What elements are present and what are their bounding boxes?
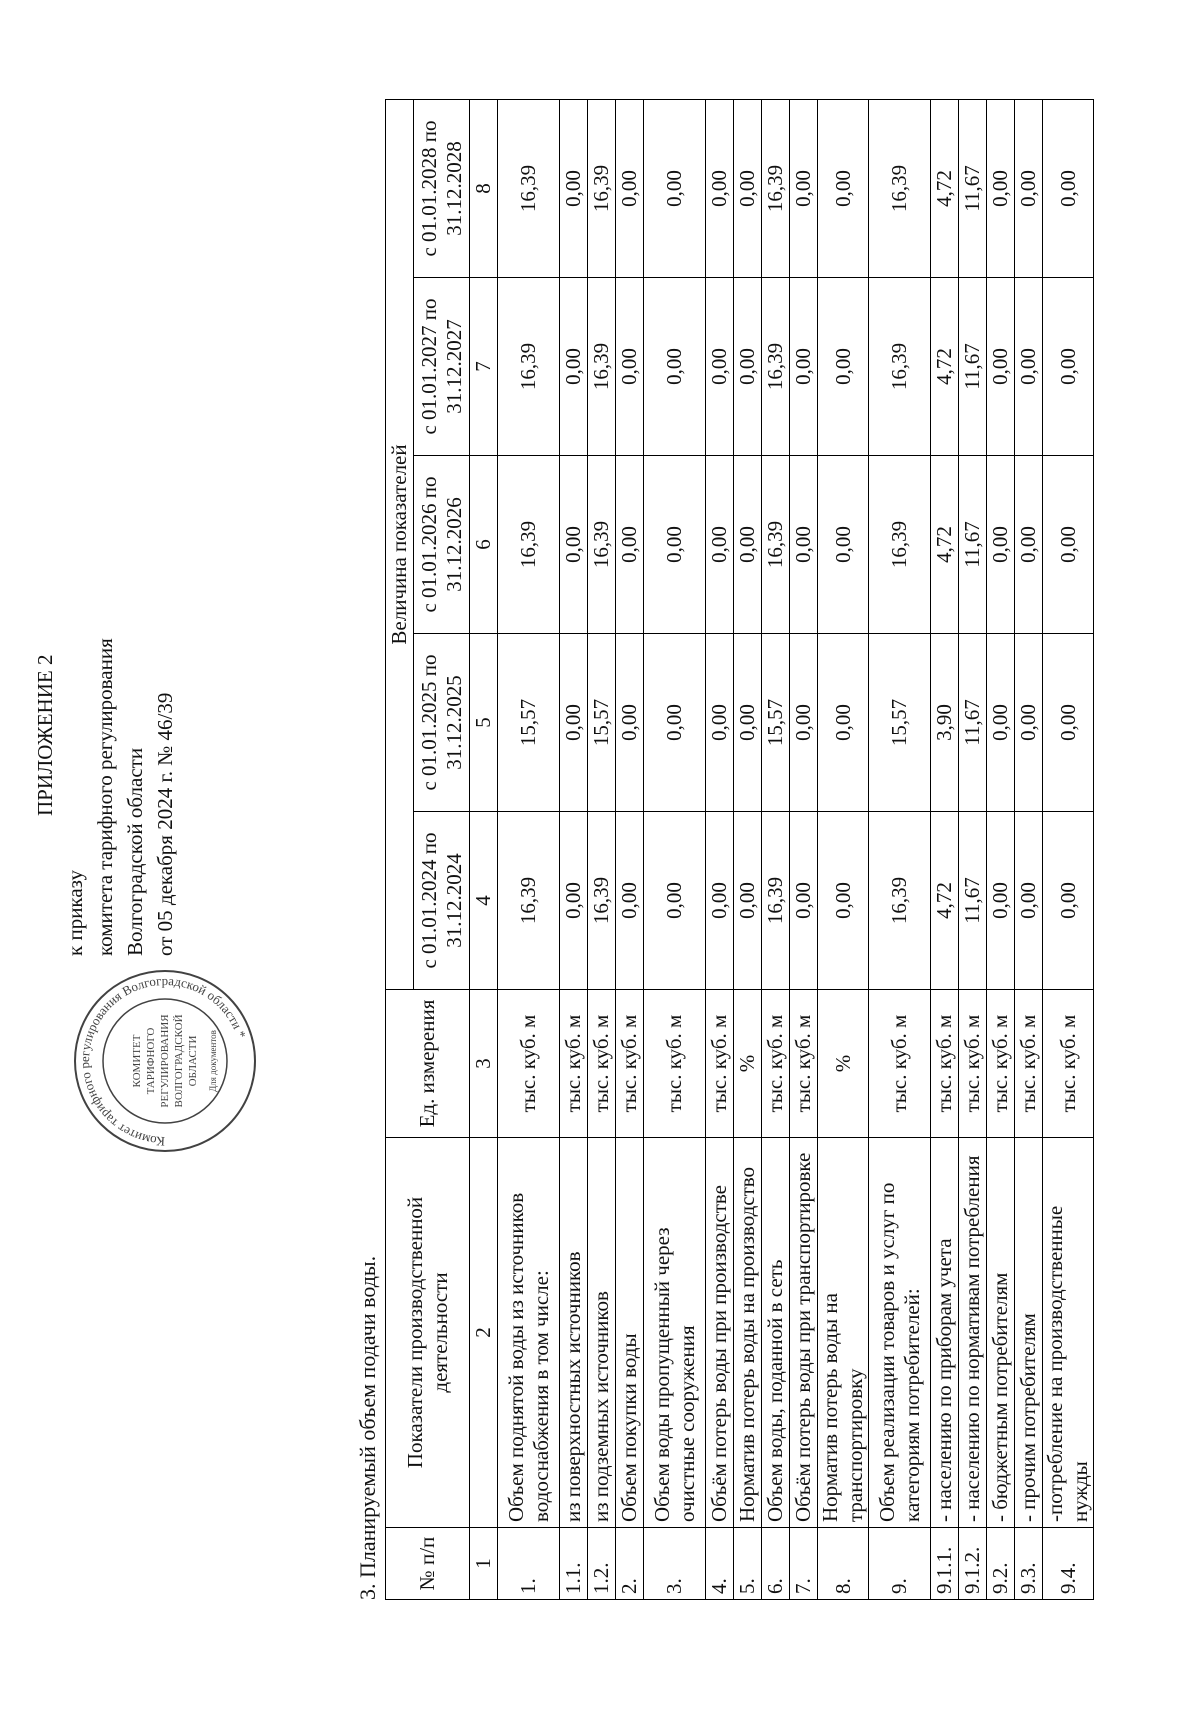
row-indicator: - бюджетным потребителям [987,1138,1015,1528]
row-value-2: 0,00 [734,634,762,812]
table-row [790,99,818,1599]
row-value-3: 0,00 [790,456,818,634]
row-value-4: 4,72 [931,278,959,456]
row-indicator: Объем воды пропущенный через очистные сооружения [644,1138,706,1528]
header-values-group: Величина показателей [386,99,414,989]
table-row [818,99,869,1599]
row-value-1: 0,00 [987,812,1015,990]
row-value-3: 16,39 [762,456,790,634]
row-indicator: из подземных источников [588,1138,616,1528]
row-value-5: 0,00 [1015,99,1043,277]
row-number: 2. [616,1528,644,1600]
column-number-3: 3 [470,990,498,1138]
row-value-2: 3,90 [931,634,959,812]
table-row [1015,99,1043,1599]
row-value-2: 0,00 [706,634,734,812]
official-stamp [70,966,260,1156]
row-value-1: 0,00 [706,812,734,990]
row-value-1: 4,72 [931,812,959,990]
row-value-1: 0,00 [1043,812,1094,990]
column-number-2: 2 [470,1138,498,1528]
row-value-3: 0,00 [818,456,869,634]
table-row [734,99,762,1599]
section-title: 3. Планируемый объем подачи воды. [355,1255,380,1600]
row-number: 9.3. [1015,1528,1043,1600]
row-indicator: Объем воды, поданной в сеть [762,1138,790,1528]
row-indicator: Норматив потерь воды на производство [734,1138,762,1528]
row-value-2: 0,00 [560,634,588,812]
row-value-5: 16,39 [498,99,560,277]
row-value-1: 0,00 [1015,812,1043,990]
table-row [644,99,706,1599]
row-value-2: 15,57 [869,634,931,812]
row-value-1: 0,00 [818,812,869,990]
row-number: 5. [734,1528,762,1600]
row-number: 1.1. [560,1528,588,1600]
row-value-5: 0,00 [790,99,818,277]
row-value-5: 0,00 [706,99,734,277]
row-value-4: 0,00 [706,278,734,456]
row-unit: тыс. куб. м [987,990,1015,1138]
row-indicator: Объём потерь воды при производстве [706,1138,734,1528]
row-number: 4. [706,1528,734,1600]
row-value-5: 0,00 [560,99,588,277]
stamp-note: Для документов [208,1030,218,1092]
row-value-4: 0,00 [1015,278,1043,456]
row-value-1: 0,00 [644,812,706,990]
column-number-1: 1 [470,1528,498,1600]
row-value-2: 0,00 [987,634,1015,812]
stamp-line-5: ОБЛАСТИ [187,1035,199,1087]
row-value-2: 15,57 [498,634,560,812]
row-value-5: 0,00 [987,99,1015,277]
appendix-line-1: к приказу [63,870,87,956]
header-indicator: Показатели производственной деятельности [386,1138,470,1528]
row-value-3: 16,39 [498,456,560,634]
table-row [588,99,616,1599]
row-indicator: Объём потерь воды при транспортировке [790,1138,818,1528]
row-number: 9. [869,1528,931,1600]
appendix-line-4: от 05 декабря 2024 г. № 46/39 [153,692,177,956]
row-value-4: 16,39 [588,278,616,456]
row-value-3: 4,72 [931,456,959,634]
column-number-6: 6 [470,456,498,634]
row-value-2: 0,00 [1015,634,1043,812]
row-value-4: 16,39 [498,278,560,456]
column-number-8: 8 [470,99,498,277]
row-value-4: 0,00 [790,278,818,456]
row-indicator: Объем поднятой воды из источников водоснабжения в том числе: [498,1138,560,1528]
row-value-2: 0,00 [1043,634,1094,812]
row-value-4: 0,00 [616,278,644,456]
row-value-4: 11,67 [959,278,987,456]
header-period-2: с 01.01.2025 по 31.12.2025 [414,634,470,812]
row-number: 6. [762,1528,790,1600]
row-unit: тыс. куб. м [560,990,588,1138]
row-value-3: 0,00 [644,456,706,634]
row-value-4: 0,00 [987,278,1015,456]
stamp-line-2: ТАРИФНОГО [145,1027,157,1095]
row-number: 9.4. [1043,1528,1094,1600]
row-unit: тыс. куб. м [588,990,616,1138]
row-value-1: 16,39 [762,812,790,990]
row-value-2: 15,57 [762,634,790,812]
row-indicator: -потребление на производственные нужды [1043,1138,1094,1528]
row-value-5: 11,67 [959,99,987,277]
row-value-1: 0,00 [734,812,762,990]
appendix-header [30,396,180,956]
row-unit: тыс. куб. м [1043,990,1094,1138]
row-value-2: 11,67 [959,634,987,812]
row-value-3: 0,00 [987,456,1015,634]
row-value-3: 0,00 [734,456,762,634]
row-value-1: 16,39 [869,812,931,990]
row-value-5: 16,39 [588,99,616,277]
row-number: 9.1.2. [959,1528,987,1600]
table-row [987,99,1015,1599]
column-number-4: 4 [470,812,498,990]
header-period-4: с 01.01.2027 по 31.12.2027 [414,278,470,456]
table-row [560,99,588,1599]
row-value-5: 16,39 [869,99,931,277]
row-value-3: 16,39 [869,456,931,634]
row-value-2: 0,00 [644,634,706,812]
row-indicator: - населению по нормативам потребления [959,1138,987,1528]
row-value-5: 0,00 [616,99,644,277]
row-value-4: 0,00 [644,278,706,456]
row-value-3: 11,67 [959,456,987,634]
row-value-3: 16,39 [588,456,616,634]
column-number-5: 5 [470,634,498,812]
row-value-1: 0,00 [560,812,588,990]
stamp-ring-text: Комитет тарифного регулирования Волгоградской области * [76,972,250,1150]
row-number: 9.2. [987,1528,1015,1600]
row-value-1: 0,00 [616,812,644,990]
row-unit: тыс. куб. м [762,990,790,1138]
table-row [1043,99,1094,1599]
row-number: 1. [498,1528,560,1600]
table-row [931,99,959,1599]
row-value-4: 16,39 [762,278,790,456]
row-value-3: 0,00 [616,456,644,634]
header-period-5: с 01.01.2028 по 31.12.2028 [414,99,470,277]
row-value-5: 4,72 [931,99,959,277]
header-no: № п/п [386,1528,470,1600]
row-value-3: 0,00 [1043,456,1094,634]
row-unit: тыс. куб. м [959,990,987,1138]
row-value-1: 0,00 [790,812,818,990]
row-unit: тыс. куб. м [616,990,644,1138]
row-unit: тыс. куб. м [869,990,931,1138]
header-period-1: с 01.01.2024 по 31.12.2024 [414,812,470,990]
row-indicator: - населению по приборам учета [931,1138,959,1528]
row-value-2: 0,00 [818,634,869,812]
appendix-title: ПРИЛОЖЕНИЕ 2 [33,654,57,816]
row-unit: тыс. куб. м [790,990,818,1138]
row-value-5: 0,00 [1043,99,1094,277]
row-value-1: 16,39 [498,812,560,990]
table-row [498,99,560,1599]
row-value-3: 0,00 [706,456,734,634]
row-unit: тыс. куб. м [1015,990,1043,1138]
stamp-line-3: РЕГУЛИРОВАНИЯ [159,1014,171,1108]
row-unit: % [734,990,762,1138]
row-value-5: 0,00 [818,99,869,277]
row-value-3: 0,00 [1015,456,1043,634]
row-unit: тыс. куб. м [706,990,734,1138]
table-row [616,99,644,1599]
row-value-4: 0,00 [734,278,762,456]
row-value-4: 0,00 [818,278,869,456]
row-number: 3. [644,1528,706,1600]
row-unit: % [818,990,869,1138]
row-value-3: 0,00 [560,456,588,634]
row-number: 9.1.1. [931,1528,959,1600]
table-row [959,99,987,1599]
appendix-line-3: Волгоградской области [123,747,147,956]
row-value-5: 16,39 [762,99,790,277]
row-indicator: - прочим потребителям [1015,1138,1043,1528]
row-value-4: 0,00 [560,278,588,456]
table-row [762,99,790,1599]
column-number-7: 7 [470,278,498,456]
row-value-5: 0,00 [644,99,706,277]
row-value-4: 0,00 [1043,278,1094,456]
row-value-1: 11,67 [959,812,987,990]
row-indicator: Объем покупки воды [616,1138,644,1528]
row-indicator: Норматив потерь воды на транспортировку [818,1138,869,1528]
row-unit: тыс. куб. м [498,990,560,1138]
row-value-2: 15,57 [588,634,616,812]
row-unit: тыс. куб. м [931,990,959,1138]
table-row [869,99,931,1599]
stamp-line-4: ВОЛГОГРАДСКОЙ [173,1014,185,1108]
row-value-5: 0,00 [734,99,762,277]
row-unit: тыс. куб. м [644,990,706,1138]
water-supply-table [385,99,1094,1600]
row-value-2: 0,00 [790,634,818,812]
row-number: 1.2. [588,1528,616,1600]
row-value-2: 0,00 [616,634,644,812]
header-period-3: с 01.01.2026 по 31.12.2026 [414,456,470,634]
appendix-line-2: комитета тарифного регулирования [93,638,117,956]
row-value-1: 16,39 [588,812,616,990]
row-value-4: 16,39 [869,278,931,456]
table-row [706,99,734,1599]
row-number: 7. [790,1528,818,1600]
stamp-line-1: КОМИТЕТ [131,1034,143,1088]
row-number: 8. [818,1528,869,1600]
header-unit: Ед. измерения [386,990,470,1138]
row-indicator: Объем реализации товаров и услуг по категориям потребителей: [869,1138,931,1528]
row-indicator: из поверхностных источников [560,1138,588,1528]
